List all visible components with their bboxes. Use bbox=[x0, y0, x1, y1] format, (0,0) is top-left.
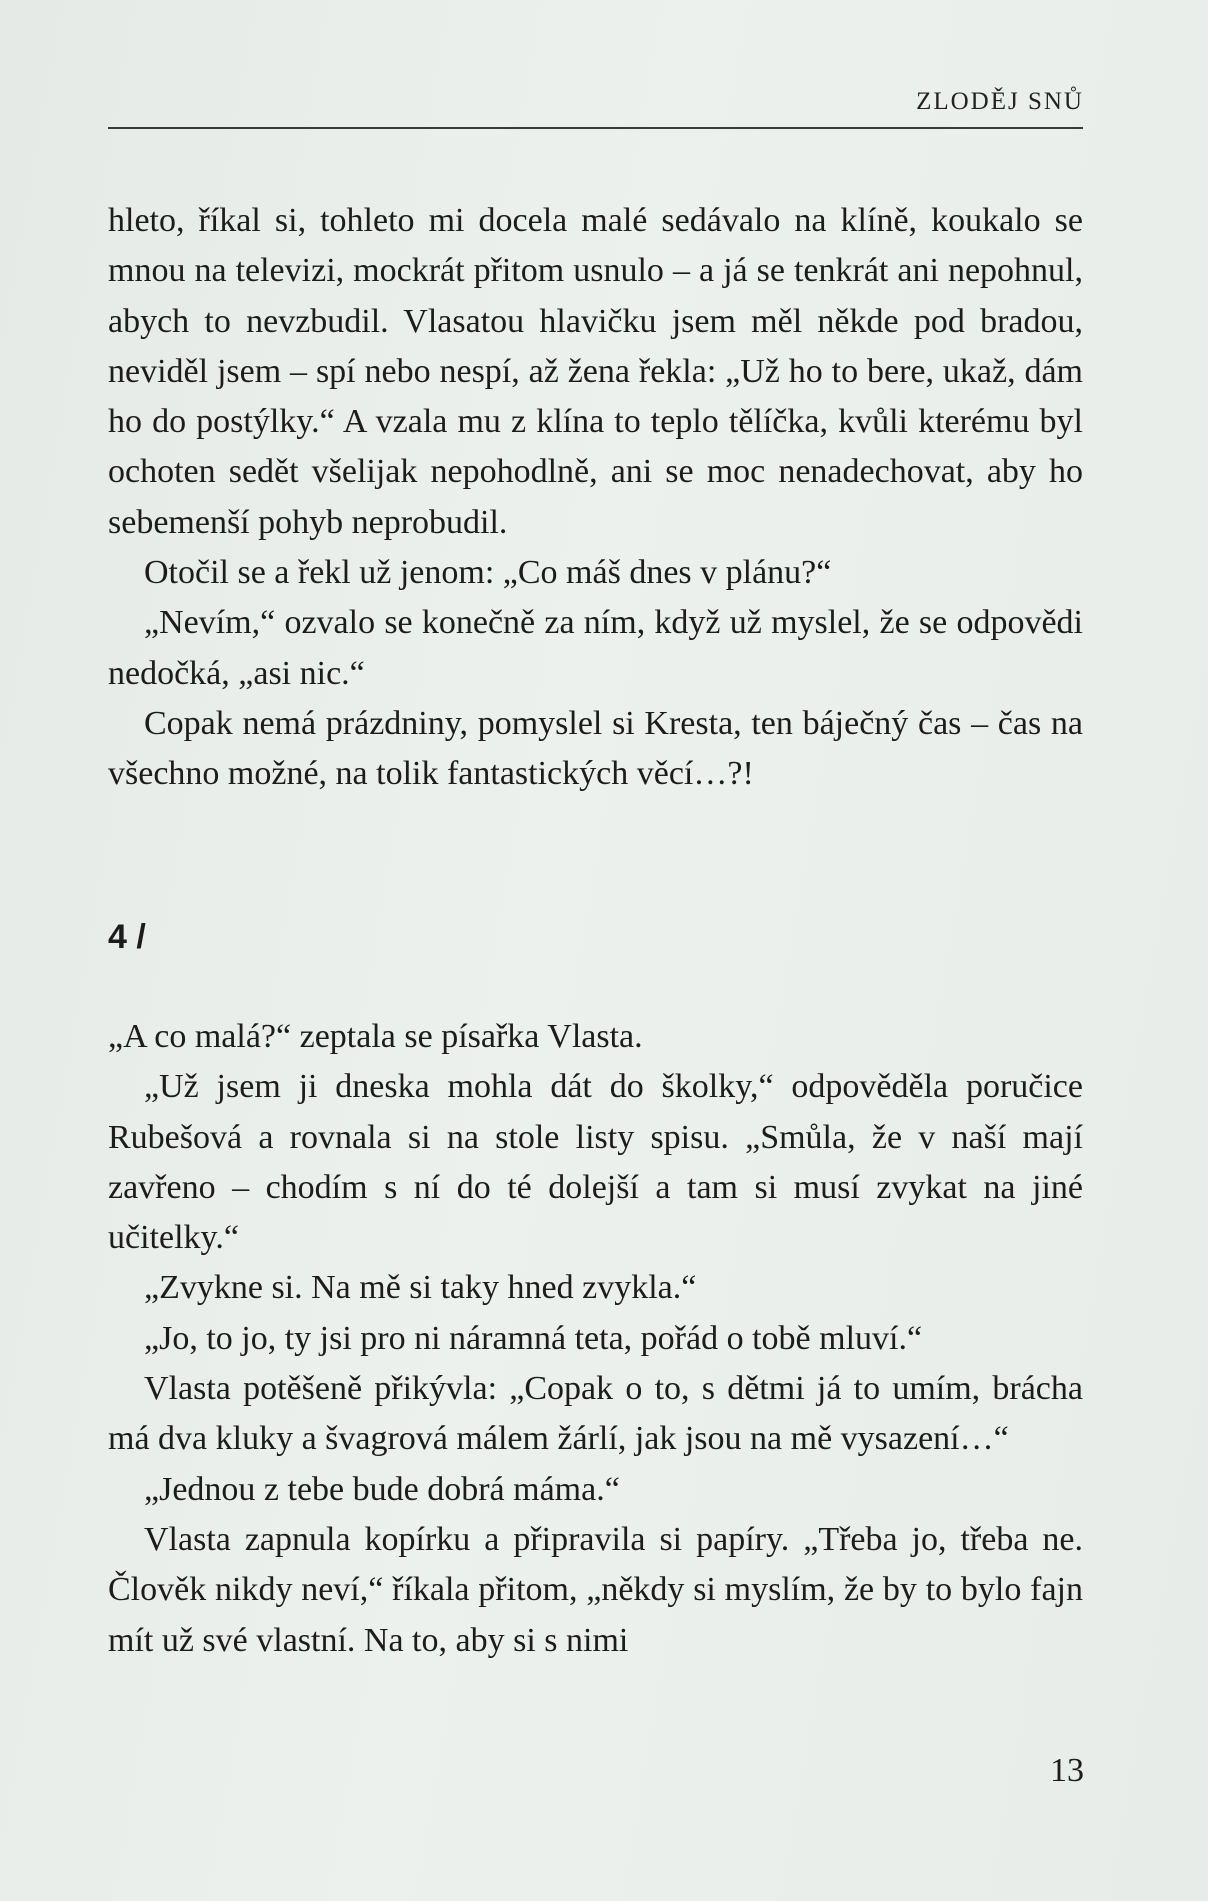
text-section-one bbox=[108, 196, 1083, 800]
header-rule bbox=[108, 127, 1083, 129]
paragraph: „Zvykne si. Na mě si taky hned zvykla.“ bbox=[144, 1269, 697, 1307]
paragraph: hleto, říkal si, tohleto mi docela malé sedávalo na klíně, koukalo se mnou na televizi, mockrát přitom usnulo – a já se tenkrát ani nepohnul, abych to nevzbudil. Vlasatou hlavičku jsem měl někde pod bradou, neviděl jsem – spí nebo nespí, až žena řekla: „Už ho to bere, ukaž, dám ho do postýlky.“ A vzala mu z klína to teplo tělíčka, kvůli kterému byl ochoten sedět všelijak nepohodlně, ani se moc nenadechovat, aby ho sebemenší pohyb neprobudil. bbox=[108, 202, 1083, 541]
paragraph: „Jednou z tebe bude dobrá máma.“ bbox=[144, 1470, 620, 1508]
page-number: 13 bbox=[1050, 1752, 1084, 1789]
paragraph: Vlasta potěšeně přikývla: „Copak o to, s dětmi já to umím, brácha má dva kluky a švagrová málem žárlí, jak jsou na mě vysazení…“ bbox=[108, 1370, 1083, 1458]
paragraph: Copak nemá prázdniny, pomyslel si Kresta, ten báječný čas – čas na všechno možné, na tolik fantastických věcí…?! bbox=[108, 704, 1083, 793]
text-section-two bbox=[108, 1012, 1083, 1666]
chapter-number: 4 / bbox=[108, 918, 146, 956]
paragraph: „Už jsem ji dneska mohla dát do školky,“ odpověděla poručice Rubešová a rovnala si na stole listy spisu. „Smůla, že v naší mají zavřeno – chodím s ní do té dolejší a tam si musí zvykat na jiné učitelky.“ bbox=[108, 1068, 1083, 1257]
paragraph: Otočil se a řekl už jenom: „Co máš dnes v plánu?“ bbox=[144, 554, 832, 592]
paragraph: „A co malá?“ zeptala se písařka Vlasta. bbox=[108, 1018, 643, 1055]
paragraph: Vlasta zapnula kopírku a připravila si papíry. „Třeba jo, třeba ne. Člověk nikdy neví,“ říkala přitom, „někdy si myslím, že by to bylo fajn mít už své vlastní. Na to, aby si s nimi bbox=[108, 1520, 1083, 1659]
running-head: ZLODĚJ SNŮ bbox=[916, 88, 1084, 115]
paragraph: „Jo, to jo, ty jsi pro ni náramná teta, pořád o tobě mluví.“ bbox=[144, 1319, 923, 1357]
paragraph: „Nevím,“ ozvalo se konečně za ním, když už myslel, že se odpovědi nedočká, „asi nic.“ bbox=[108, 604, 1083, 692]
